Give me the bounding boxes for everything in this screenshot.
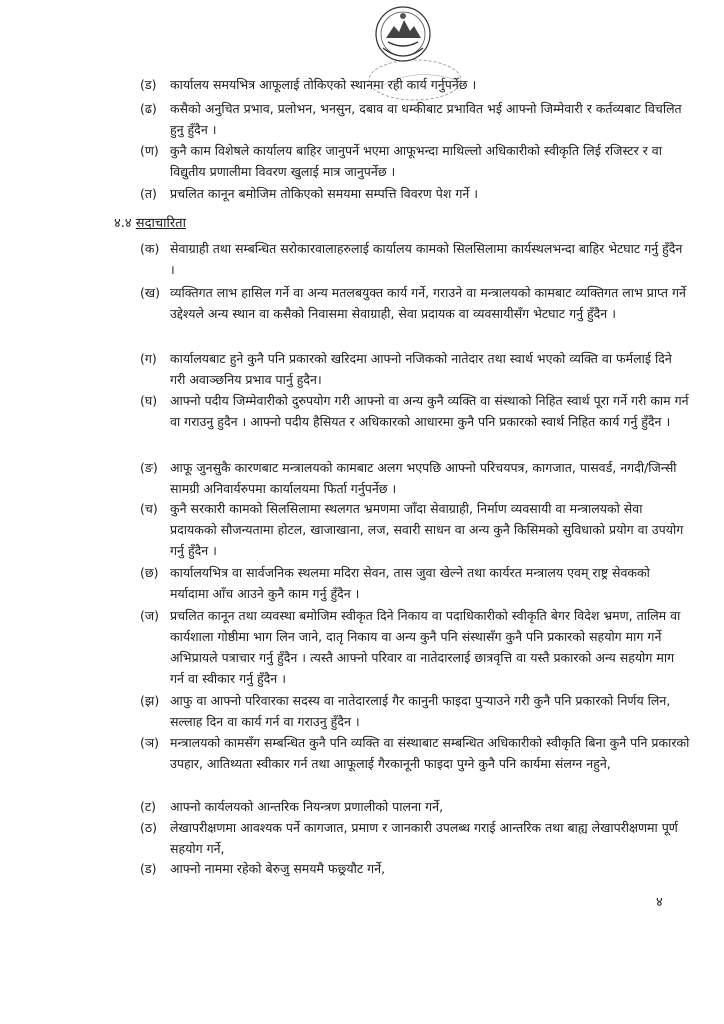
item-text: कार्यालयभित्र वा सार्वजनिक स्थलमा मदिरा सेवन, तास जुवा खेल्ने तथा कार्यरत मन्त्रालय एवम् राष्ट्र सेवकको मर्यादामा आँच आउने कुनै काम गर्नु हुँदैन । [170,565,650,601]
item-text: लेखापरीक्षणमा आवश्यक पर्ने कागजात, प्रमाण र जानकारी उपलब्ध गराई आन्तरिक तथा बाह्य लेखापरीक्षणमा पूर्ण सहयोग गर्ने, [170,820,678,856]
page-number: ४ [656,895,663,910]
item-text: आफ्नो कार्यलयको आन्तरिक नियन्त्रण प्रणालीको पालना गर्ने, [170,799,444,814]
item-text: आफ्नो नाममा रहेको बेरुजु समयमै फछ्र्यौट गर्ने, [170,861,386,876]
item-text: प्रचलित कानून बमोजिम तोकिएको समयमा सम्पत्ति विवरण पेश गर्ने । [170,186,479,201]
item-text: सेवाग्राही तथा सम्बन्धित सरोकारवालाहरुलाई कार्यालय कामको सिलसिलामा कार्यस्थलभन्दा बाहिर भेटघाट गर्नु हुँदैन । [170,241,683,277]
item-marker: (ग) [140,351,157,366]
item-marker: (त) [140,186,157,201]
section-heading [114,214,186,234]
item-text: आफू जुनसुकै कारणबाट मन्त्रालयको कामबाट अलग भएपछि आफ्नो परिचयपत्र, कागजात, पासवर्ड, नगदी/जिन्सी सामग्री अनिवार्यरुपमा कार्यालयमा फिर्ता गर्नुपर्नेछ । [170,460,677,496]
item-text: व्यक्तिगत लाभ हासिल गर्ने वा अन्य मतलबयुक्त कार्य गर्ने, गराउने वा मन्त्रालयको कामबाट व्यक्तिगत लाभ प्राप्त गर्ने उद्देश्यले अन्य स्थान वा कसैको निवासमा सेवाग्राही, सेवा प्रदायक वा व्यवसायीसँग भेटघाट गर्नु हुँदैन । [170,285,686,321]
item-text: प्रचलित कानून तथा व्यवस्था बमोजिम स्वीकृत दिने निकाय वा पदाधिकारीको स्वीकृति बेगर विदेश भ्रमण, तालिम वा कार्यशाला गोष्ठीमा भाग लिन जाने, दातृ निकाय वा अन्य कुनै पनि संस्थासँग कुनै पनि प्रकारको सहयोग माग गर्ने अभिप्रायले पत्राचार गर्नु हुँदैन । त्यस्तै आफ्नो परिवार वा नातेदारलाई छात्रवृत्ति वा यस्तै प्रकारको अन्य सहयोग माग गर्न वा स्वीकार गर्नु हुँदैन । [170,608,681,686]
item-marker: (ज) [140,608,160,623]
item-marker: (ट) [140,799,157,814]
item-marker: (ड) [140,77,157,92]
item-text: मन्त्रालयको कामसँग सम्बन्धित कुनै पनि व्यक्ति वा संस्थाबाट सम्बन्धित अधिकारीको स्वीकृति बिना कुनै पनि प्रकारको उपहार, आतिथ्यता स्वीकार गर्न तथा आफूलाई गैरकानूनी फाइदा पुग्ने कुनै पनि कार्यमा संलग्न नहुने, [170,735,690,771]
item-text: कार्यालय समयभित्र आफूलाई तोकिएको स्थानमा रही कार्य गर्नुपर्नेछ । [170,77,477,92]
item-marker: (ञ) [140,735,160,750]
section-number: ४.४ [114,216,132,231]
item-text: कुनै सरकारी कामको सिलसिलामा स्थलगत भ्रमणमा जाँदा सेवाग्राही, निर्माण व्यवसायी वा मन्त्रालयको सेवा प्रदायकको सौजन्यतामा होटल, खाजाखाना, लज, सवारी साधन वा अन्य कुनै किसिमको सुविधाको प्रयोग वा उपयोग गर्नु हुँदैन । [170,501,684,558]
item-marker: (क) [140,241,160,256]
item-marker: (ण) [140,143,159,158]
item-text: कसैको अनुचित प्रभाव, प्रलोभन, भनसुन, दबाव वा धम्कीबाट प्रभावित भई आफ्नो जिम्मेवारी र कर्तव्यबाट विचलित हुनु हुँदैन । [170,101,682,137]
item-marker: (घ) [140,393,158,408]
item-marker: (ख) [140,285,160,300]
item-text: कुनै काम विशेषले कार्यालय बाहिर जानुपर्ने भएमा आफूभन्दा माथिल्लो अधिकारीको स्वीकृति लिई रजिस्टर र वा विद्युतीय प्रणालीमा विवरण खुलाई मात्र जानुपर्नेछ । [170,143,662,179]
section-title: सदाचारिता [135,216,186,231]
item-marker: (छ) [140,565,159,580]
item-marker: (ङ) [140,460,158,475]
item-text: आफु वा आफ्नो परिवारका सदस्य वा नातेदारलाई गैर कानुनी फाइदा पुऱ्याउने गरी कुनै पनि प्रकारको निर्णय लिन, सल्लाह दिन वा कार्य गर्न वा गराउनु हुँदैन । [170,693,671,729]
item-marker: (झ) [140,693,160,708]
item-text: कार्यालयबाट हुने कुनै पनि प्रकारको खरिदमा आफ्नो नजिकको नातेदार तथा स्वार्थ भएको व्यक्ति वा फर्मलाई दिने गरी अवाञ्छनिय प्रभाव पार्नु हुदैन। [170,351,672,387]
item-text: आफ्नो पदीय जिम्मेवारीको दुरुपयोग गरी आफ्नो वा अन्य कुनै व्यक्ति वा संस्थाको निहित स्वार्थ पूरा गर्ने गरी काम गर्न वा गराउनु हुदैन । आफ्नो पदीय हैसियत र अधिकारको आधारमा कुनै पनि प्रकारको स्वार्थ निहित कार्य गर्नु हुँदैन । [170,393,689,429]
item-marker: (ठ) [140,820,158,835]
item-marker: (च) [140,501,158,516]
item-marker: (ढ) [140,101,157,116]
item-marker: (ड) [140,861,157,876]
